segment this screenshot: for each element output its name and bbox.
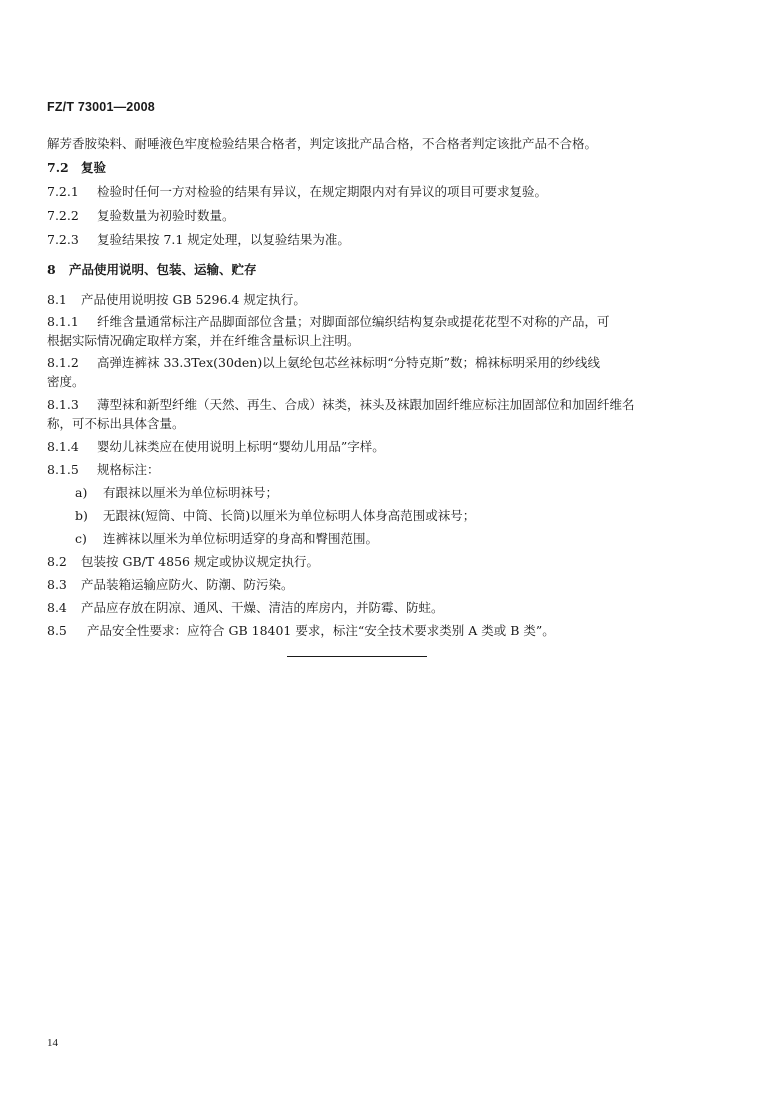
line-text: 复验数量为初验时数量。: [97, 208, 235, 223]
clause-number: 8.1.3: [47, 397, 79, 412]
list-marker: b): [75, 508, 88, 523]
heading-text: 产品使用说明、包装、运输、贮存: [69, 262, 257, 277]
continuation-line: [47, 333, 360, 349]
line-text: 称，可不标出具体含量。: [47, 416, 185, 431]
clause-line: [47, 600, 444, 616]
page-number: 14: [47, 1037, 58, 1049]
line-text: 根据实际情况确定取样方案，并在纤维含量标识上注明。: [47, 333, 360, 348]
line-text: 规格标注：: [97, 462, 160, 477]
clause-number: 8.1.1: [47, 314, 79, 329]
clause-number: 7.2.1: [47, 184, 79, 199]
clause-line: [47, 314, 610, 330]
section-heading: [47, 160, 106, 176]
heading-text: 复验: [81, 160, 107, 175]
clause-line: [47, 208, 235, 224]
line-text: 纤维含量通常标注产品脚面部位含量；对脚面部位编织结构复杂或提花花型不对称的产品，可: [97, 314, 610, 329]
line-text: 密度。: [47, 374, 85, 389]
list-item: [75, 508, 475, 524]
line-text: 产品装箱运输应防火、防潮、防污染。: [81, 577, 294, 592]
line-text: 薄型袜和新型纤维（天然、再生、合成）袜类，袜头及袜跟加固纤维应标注加固部位和加固纤维名: [97, 397, 635, 412]
line-text: 产品安全性要求：应符合 GB 18401 要求，标注“安全技术要求类别 A 类或 B 类”。: [87, 623, 555, 638]
line-text: 产品应存放在阴凉、通风、干燥、清洁的库房内，并防霉、防蛀。: [81, 600, 444, 615]
line-text: 高弹连裤袜 33.3Tex(30den)以上氨纶包芯丝袜标明“分特克斯”数；棉袜标明采用的纱线线: [97, 355, 601, 370]
section-number: 8: [47, 262, 56, 277]
text-line: [47, 136, 597, 152]
continuation-line: [47, 374, 85, 390]
end-rule-divider: [287, 656, 427, 657]
section-heading: [47, 262, 257, 278]
clause-line: [47, 292, 306, 308]
clause-line: [47, 554, 319, 570]
clause-line: [47, 623, 555, 639]
document-code-header: FZ/T 73001—2008: [47, 100, 155, 114]
clause-number: 8.5: [47, 623, 67, 638]
clause-line: [47, 184, 547, 200]
clause-number: 8.4: [47, 600, 67, 615]
clause-number: 8.3: [47, 577, 67, 592]
clause-number: 8.1.4: [47, 439, 79, 454]
line-text: 无跟袜(短筒、中筒、长筒)以厘米为单位标明人体身高范围或袜号；: [103, 508, 476, 523]
continuation-line: [47, 416, 185, 432]
clause-line: [47, 462, 160, 478]
clause-number: 8.1: [47, 292, 67, 307]
clause-number: 8.2: [47, 554, 67, 569]
clause-number: 8.1.5: [47, 462, 79, 477]
line-text: 连裤袜以厘米为单位标明适穿的身高和臀围范围。: [103, 531, 379, 546]
clause-line: [47, 577, 294, 593]
clause-line: [47, 439, 385, 455]
clause-line: [47, 397, 635, 413]
line-text: 婴幼儿袜类应在使用说明上标明“婴幼儿用品”字样。: [97, 439, 385, 454]
list-item: [75, 531, 378, 547]
clause-number: 7.2: [47, 160, 69, 175]
line-text: 产品使用说明按 GB 5296.4 规定执行。: [81, 292, 306, 307]
line-text: 解芳香胺染料、耐唾液色牢度检验结果合格者，判定该批产品合格，不合格者判定该批产品不合格。: [47, 136, 598, 151]
clause-number: 7.2.3: [47, 232, 79, 247]
line-text: 检验时任何一方对检验的结果有异议，在规定期限内对有异议的项目可要求复验。: [97, 184, 548, 199]
line-text: 复验结果按 7.1 规定处理，以复验结果为准。: [97, 232, 350, 247]
list-marker: a): [75, 485, 88, 500]
line-text: 有跟袜以厘米为单位标明袜号；: [103, 485, 279, 500]
list-item: [75, 485, 278, 501]
clause-number: 7.2.2: [47, 208, 79, 223]
line-text: 包装按 GB/T 4856 规定或协议规定执行。: [81, 554, 319, 569]
clause-line: [47, 232, 350, 248]
clause-line: [47, 355, 600, 371]
clause-number: 8.1.2: [47, 355, 79, 370]
list-marker: c): [75, 531, 87, 546]
